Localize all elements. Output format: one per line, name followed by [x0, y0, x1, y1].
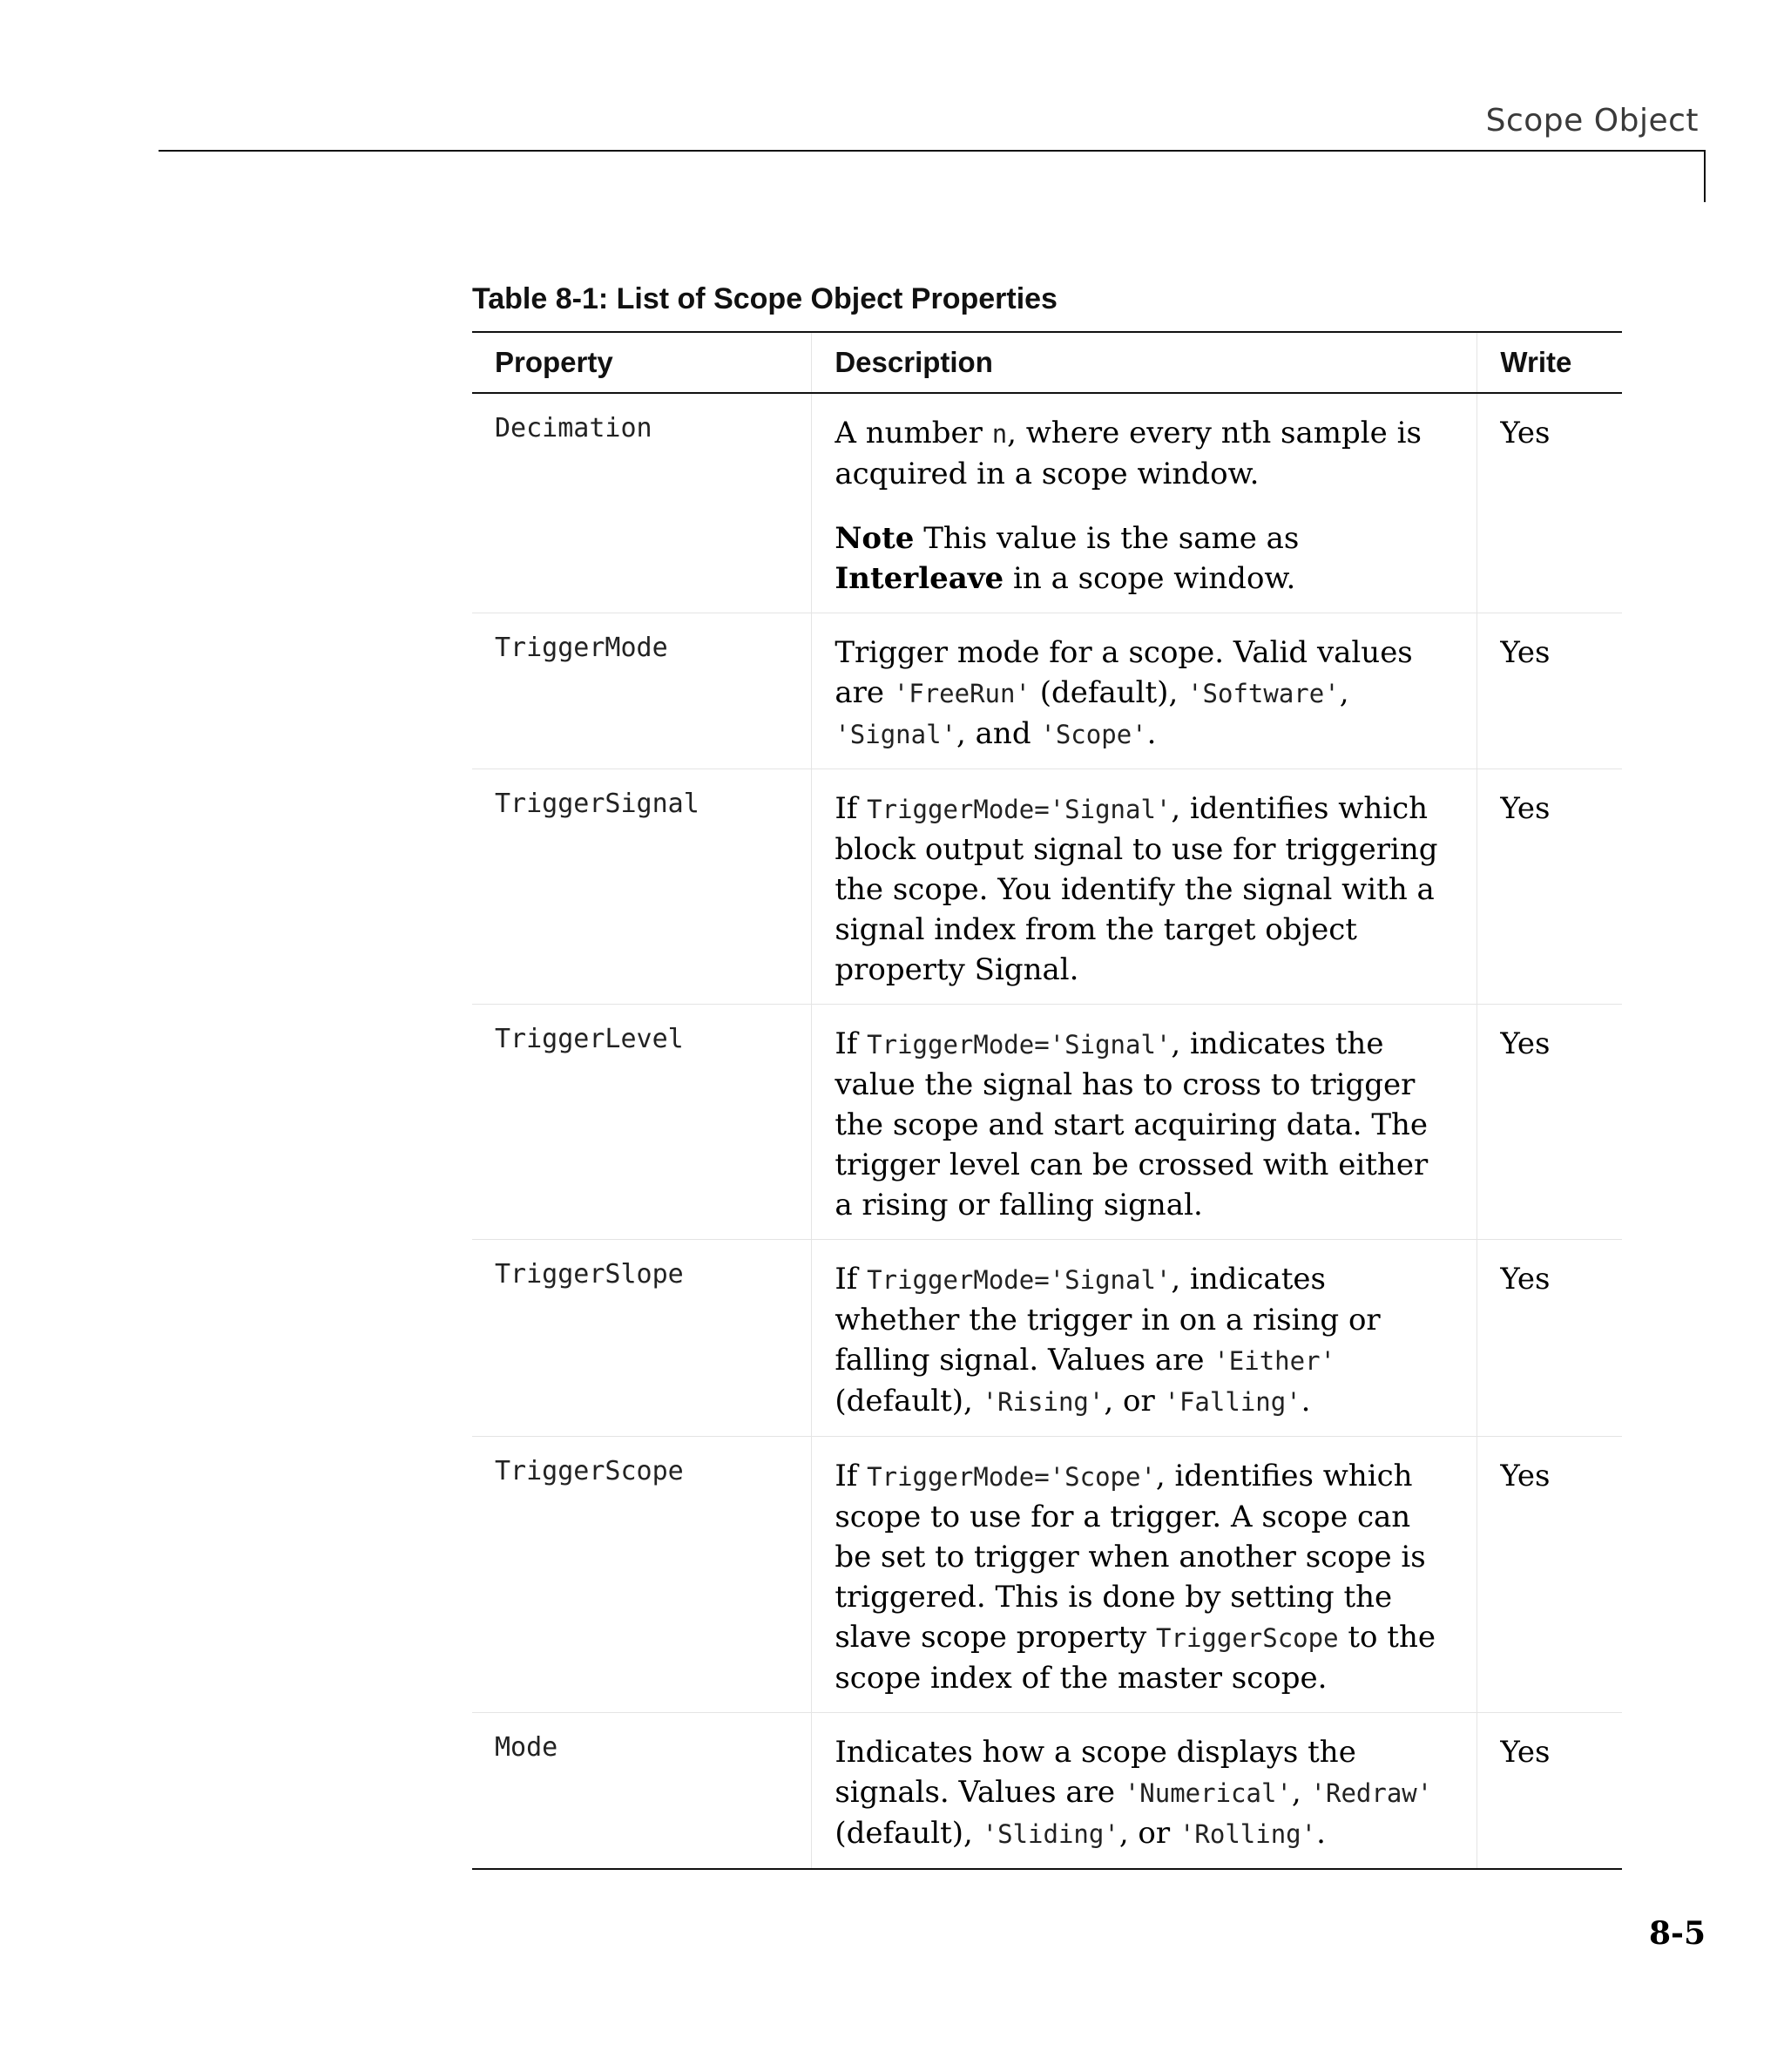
property-description [812, 1005, 1477, 1240]
code-literal: 'Redraw' [1310, 1778, 1433, 1808]
code-literal: 'Rising' [982, 1387, 1105, 1417]
description-paragraph [835, 789, 1454, 990]
code-literal: TriggerMode='Signal' [867, 1265, 1172, 1295]
header-rule-tick [1704, 150, 1706, 202]
description-paragraph [835, 1024, 1454, 1225]
table-row [472, 1713, 1622, 1870]
property-name: Mode [472, 1713, 812, 1870]
description-text: to the scope index of the master scope. [835, 1620, 1436, 1696]
column-header-write: Write [1477, 332, 1622, 393]
table-row [472, 613, 1622, 769]
table-row [472, 1005, 1622, 1240]
table-row [472, 769, 1622, 1005]
code-literal: 'FreeRun' [893, 679, 1031, 708]
code-literal: 'Sliding' [982, 1819, 1119, 1849]
description-text: , or [1118, 1816, 1179, 1851]
code-literal: TriggerMode='Signal' [867, 1030, 1172, 1060]
description-text: A number [835, 416, 992, 450]
running-title: Scope Object [1485, 103, 1699, 139]
running-head [0, 0, 1784, 209]
description-text: (default), [835, 1816, 983, 1851]
description-text: in a scope window. [1004, 561, 1296, 596]
description-text: If [835, 1026, 868, 1061]
description-text: , [1291, 1775, 1311, 1810]
table-row [472, 1240, 1622, 1437]
description-text: This value is the same as [914, 521, 1300, 556]
bold-term: Interleave [835, 561, 1004, 596]
property-description [812, 1713, 1477, 1870]
code-literal: 'Software' [1187, 679, 1340, 708]
code-literal: TriggerMode='Signal' [867, 795, 1172, 824]
description-text: , and [956, 716, 1041, 751]
property-description [812, 769, 1477, 1005]
description-text: (default), [1030, 675, 1188, 710]
property-name: Decimation [495, 413, 652, 444]
write-access: Yes [1477, 769, 1622, 1005]
description-text: If [835, 1459, 868, 1493]
description-text: . [1301, 1384, 1311, 1419]
table-header-row [472, 332, 1622, 393]
code-literal: TriggerScope [1156, 1623, 1339, 1653]
description-text: , indicates whether the trigger in on a rising or falling signal. Values are [835, 1262, 1381, 1378]
property-description [812, 613, 1477, 769]
table-body [472, 393, 1622, 1869]
description-text: , where every nth sample is acquired in a scope window. [835, 416, 1422, 491]
table-caption: Table 8-1: List of Scope Object Properties [472, 282, 1058, 315]
write-access: Yes [1477, 1005, 1622, 1240]
header-rule [159, 150, 1706, 152]
description-text: . [1316, 1816, 1326, 1851]
description-text: Trigger mode for a scope. Valid values are [835, 635, 1413, 710]
scope-properties-table [472, 331, 1622, 1870]
property-name: TriggerSignal [472, 769, 812, 1005]
code-literal: 'Signal' [835, 720, 957, 749]
description-text: . [1146, 716, 1157, 751]
description-text: , indicates the value the signal has to cross to trigger the scope and start acquiring data. The trigger level can be crossed with either a rising or falling signal. [835, 1026, 1429, 1222]
bold-term: Note [835, 521, 915, 556]
property-name: TriggerLevel [472, 1005, 812, 1240]
property-description [812, 1240, 1477, 1437]
description-paragraph [835, 1259, 1454, 1422]
property-name: TriggerScope [472, 1437, 812, 1713]
description-text: , identifies which scope to use for a trigger. A scope can be set to trigger when another scope is triggered. This is done by setting the slave scope property [835, 1459, 1426, 1655]
description-text: , [1339, 675, 1349, 710]
code-literal: n [991, 419, 1008, 449]
description-text: If [835, 791, 868, 826]
description-note [835, 518, 1454, 599]
description-paragraph [835, 633, 1454, 755]
description-text: If [835, 1262, 868, 1297]
column-header-property: Property [472, 332, 812, 393]
description-text: (default), [835, 1384, 983, 1419]
description-text: , or [1104, 1384, 1165, 1419]
write-access: Yes [1477, 1240, 1622, 1437]
description-paragraph [835, 413, 1454, 494]
page-number: 8-5 [1648, 1915, 1706, 1952]
description-text: Indicates how a scope displays the signals. Values are [835, 1735, 1356, 1810]
property-description [812, 1437, 1477, 1713]
code-literal: TriggerMode='Scope' [867, 1462, 1156, 1492]
write-access: Yes [1477, 393, 1622, 613]
code-literal: 'Falling' [1164, 1387, 1301, 1417]
column-header-description: Description [812, 332, 1477, 393]
description-text: , identifies which block output signal to use for triggering the scope. You identify the signal with a signal index from the target object property Signal. [835, 791, 1438, 987]
code-literal: 'Numerical' [1124, 1778, 1292, 1808]
write-access: Yes [1477, 1437, 1622, 1713]
code-literal: 'Either' [1213, 1346, 1336, 1376]
code-literal: 'Rolling' [1179, 1819, 1317, 1849]
table-row [472, 1437, 1622, 1713]
description-paragraph [835, 1732, 1454, 1854]
property-name: TriggerMode [472, 613, 812, 769]
code-literal: 'Scope' [1040, 720, 1147, 749]
description-paragraph [835, 1456, 1454, 1698]
write-access: Yes [1477, 1713, 1622, 1870]
property-description [812, 393, 1477, 613]
write-access: Yes [1477, 613, 1622, 769]
property-name: TriggerSlope [472, 1240, 812, 1437]
table-row [472, 393, 1622, 613]
